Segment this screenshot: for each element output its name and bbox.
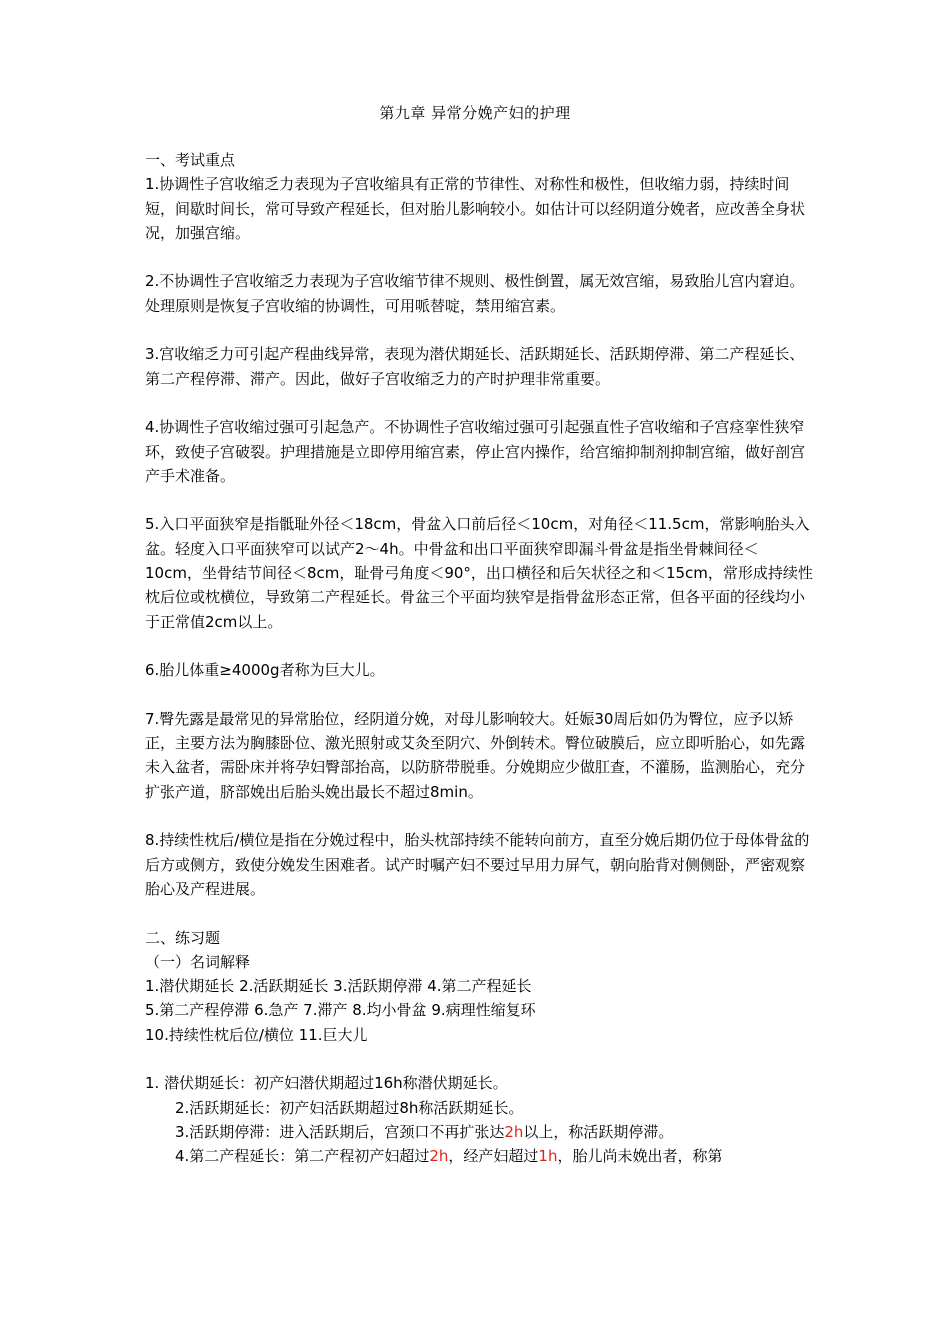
terms-line-3: 10.持续性枕后位/横位 11.巨大儿 [145, 1025, 368, 1044]
answer-4-text-b: ，经产妇超过 [448, 1147, 539, 1166]
page-title: 第九章 异常分娩产妇的护理 [379, 104, 571, 122]
key-point-7: 7.臀先露是最常见的异常胎位，经阴道分娩，对母儿影响较大。妊娠30周后如仍为臀位，应予以矫正，主要方法为胸膝卧位、激光照射或艾灸至阴穴、外倒转术。臀位破膜后，应立即听胎心，如先露未入盆者，需卧床并将孕妇臀部抬高，以防脐带脱垂。分娩期应少做肛查，不灌肠，监测胎心，充分扩张产道，脐部娩出后胎头娩出最长不超过8min。 [145, 709, 806, 801]
document-body [145, 148, 815, 1168]
key-point-4: 4.协调性子宫收缩过强可引起急产。不协调性子宫收缩过强可引起强直性子宫收缩和子宫痉挛性狭窄环，致使子宫破裂。护理措施是立即停用缩宫素，停止宫内操作，给宫缩抑制剂抑制宫缩，做好剖宫产手术准备。 [145, 418, 806, 485]
key-point-8: 8.持续性枕后/横位是指在分娩过程中，胎头枕部持续不能转向前方，直至分娩后期仍位于母体骨盆的后方或侧方，致使分娩发生困难者。试产时嘱产妇不要过早用力屏气，朝向胎背对侧侧卧，严密观察胎心及产程进展。 [145, 831, 810, 898]
section-heading-exercises: 二、练习题 [145, 928, 221, 947]
answer-4-highlight-2: 1h [538, 1147, 558, 1166]
terms-line-2: 5.第二产程停滞 6.急产 7.滞产 8.均小骨盆 9.病理性缩复环 [145, 1001, 536, 1020]
terms-line-1: 1.潜伏期延长 2.活跃期延长 3.活跃期停滞 4.第二产程延长 [145, 977, 532, 996]
key-point-3: 3.宫收缩乏力可引起产程曲线异常，表现为潜伏期延长、活跃期延长、活跃期停滞、第二产程延长、第二产程停滞、滞产。因此，做好子宫收缩乏力的产时护理非常重要。 [145, 345, 805, 388]
answer-4-highlight-1: 2h [429, 1147, 449, 1166]
answer-2: 2.活跃期延长：初产妇活跃期超过8h称活跃期延长。 [175, 1098, 524, 1117]
answer-4-text-a: 4.第二产程延长：第二产程初产妇超过 [175, 1147, 430, 1166]
answer-3-text-b: 以上，称活跃期停滞。 [523, 1122, 674, 1141]
answer-3-text-a: 3.活跃期停滞：进入活跃期后，宫颈口不再扩张达 [175, 1122, 505, 1141]
section-heading-key-points: 一、考试重点 [145, 151, 236, 169]
key-point-6: 6.胎儿体重≥4000g者称为巨大儿。 [145, 661, 385, 680]
key-point-1: 1.协调性子宫收缩乏力表现为子宫收缩具有正常的节律性、对称性和极性，但收缩力弱，持续时间短，间歇时间长，常可导致产程延长，但对胎儿影响较小。如估计可以经阴道分娩者，应改善全身状况，加强宫缩。 [145, 175, 806, 242]
answer-1: 1. 潜伏期延长：初产妇潜伏期超过16h称潜伏期延长。 [145, 1074, 508, 1093]
key-point-5: 5.入口平面狭窄是指骶耻外径＜18cm，骨盆入口前后径＜10cm，对角径＜11.5cm，常影响胎头入盆。轻度入口平面狭窄可以试产2～4h。中骨盆和出口平面狭窄即漏斗骨盆是指坐骨棘间径＜10cm，坐骨结节间径＜8cm，耻骨弓角度＜90°，出口横径和后矢状径之和＜15cm，常形成持续性枕后位或枕横位，导致第二产程延长。骨盆三个平面均狭窄是指骨盆形态正常，但各平面的径线均小于正常值2cm以上。 [145, 515, 813, 631]
key-point-2: 2.不协调性子宫收缩乏力表现为子宫收缩节律不规则、极性倒置，属无效宫缩，易致胎儿宫内窘迫。处理原则是恢复子宫收缩的协调性，可用哌替啶，禁用缩宫素。 [145, 272, 805, 315]
answer-4-text-c: ，胎儿尚未娩出者，称第 [557, 1147, 723, 1166]
subsection-heading-terms: （一）名词解释 [145, 952, 251, 971]
answer-3-highlight: 2h [504, 1122, 524, 1141]
answer-4 [145, 1144, 815, 1168]
answer-3 [145, 1120, 815, 1144]
